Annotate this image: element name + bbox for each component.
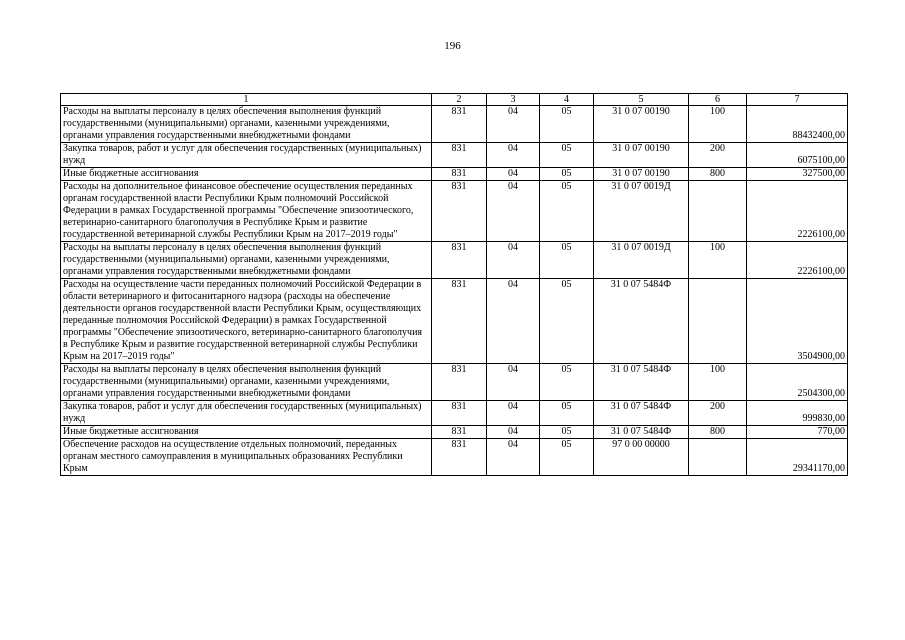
row-amount: 2226100,00 [747,242,848,279]
row-code-4: 05 [540,364,594,401]
row-code-3: 04 [487,168,540,181]
table-row [61,143,848,168]
row-expense-type: 800 [689,426,747,439]
row-code-3: 04 [487,426,540,439]
row-amount: 2226100,00 [747,181,848,242]
table-row [61,106,848,143]
row-description: Иные бюджетные ассигнования [61,426,432,439]
table-row [61,242,848,279]
row-code-4: 05 [540,143,594,168]
table-row [61,364,848,401]
row-target-article: 31 0 07 5484Ф [594,426,689,439]
row-description: Расходы на выплаты персоналу в целях обеспечения выполнения функций государственными (муниципальными) органами, казенными учреждениями, органами управления государственными внебюджетными фондами [61,106,432,143]
page-number: 196 [444,40,461,52]
row-code-2: 831 [432,401,487,426]
row-code-4: 05 [540,439,594,476]
row-description: Обеспечение расходов на осуществление отдельных полномочий, переданных органам местного самоуправления в муниципальных образованиях Республики Крым [61,439,432,476]
row-code-2: 831 [432,168,487,181]
row-description: Расходы на дополнительное финансовое обеспечение осуществления переданных органам государственной власти Республики Крым полномочий Российской Федерации в рамках Государственной программы "Обеспечение эпизоотического, ветеринарно-санитарного благополучия в Республике Крым и развитие государственной ветеринарной службы Республики Крым на 2017–2019 годы" [61,181,432,242]
row-expense-type [689,439,747,476]
table-row [61,181,848,242]
row-code-3: 04 [487,181,540,242]
row-code-3: 04 [487,242,540,279]
row-amount: 327500,00 [747,168,848,181]
row-expense-type [689,181,747,242]
row-code-4: 05 [540,401,594,426]
row-target-article: 31 0 07 5484Ф [594,364,689,401]
table-row [61,279,848,364]
budget-table [60,93,848,476]
row-code-2: 831 [432,279,487,364]
header-cell: 1 [61,94,432,106]
row-amount: 88432400,00 [747,106,848,143]
row-target-article: 97 0 00 00000 [594,439,689,476]
header-cell: 4 [540,94,594,106]
row-expense-type: 800 [689,168,747,181]
row-amount: 2504300,00 [747,364,848,401]
row-code-4: 05 [540,279,594,364]
row-code-3: 04 [487,143,540,168]
header-cell: 5 [594,94,689,106]
row-target-article: 31 0 07 5484Ф [594,279,689,364]
row-code-4: 05 [540,106,594,143]
row-description: Иные бюджетные ассигнования [61,168,432,181]
row-amount: 29341170,00 [747,439,848,476]
row-code-4: 05 [540,426,594,439]
row-code-4: 05 [540,242,594,279]
row-code-2: 831 [432,242,487,279]
row-code-4: 05 [540,181,594,242]
row-amount: 3504900,00 [747,279,848,364]
row-code-3: 04 [487,439,540,476]
table-header-row [61,94,848,106]
table-row [61,401,848,426]
table-row [61,168,848,181]
row-target-article: 31 0 07 00190 [594,106,689,143]
row-expense-type: 200 [689,401,747,426]
budget-table-body [61,94,848,476]
row-target-article: 31 0 07 00190 [594,168,689,181]
row-code-2: 831 [432,439,487,476]
row-code-3: 04 [487,106,540,143]
row-amount: 999830,00 [747,401,848,426]
row-code-2: 831 [432,364,487,401]
row-code-3: 04 [487,279,540,364]
row-target-article: 31 0 07 0019Д [594,181,689,242]
row-code-2: 831 [432,426,487,439]
row-expense-type: 200 [689,143,747,168]
row-expense-type: 100 [689,106,747,143]
row-target-article: 31 0 07 0019Д [594,242,689,279]
row-expense-type [689,279,747,364]
header-cell: 3 [487,94,540,106]
row-amount: 770,00 [747,426,848,439]
row-description: Расходы на осуществление части переданных полномочий Российской Федерации в области ветеринарного и фитосанитарного надзора (расходы на обеспечение деятельности органов государственной власти Республики Крым, осуществляющих переданные полномочия Российской Федерации) в рамках Государственной программы "Обеспечение эпизоотического, ветеринарно-санитарного благополучия в Республике Крым и развитие государственной ветеринарной службы Республики Крым на 2017–2019 годы" [61,279,432,364]
table-row [61,426,848,439]
table-row [61,439,848,476]
row-description: Расходы на выплаты персоналу в целях обеспечения выполнения функций государственными (муниципальными) органами, казенными учреждениями, органами управления государственными внебюджетными фондами [61,242,432,279]
row-code-2: 831 [432,181,487,242]
row-description: Расходы на выплаты персоналу в целях обеспечения выполнения функций государственными (муниципальными) органами, казенными учреждениями, органами управления государственными внебюджетными фондами [61,364,432,401]
row-expense-type: 100 [689,242,747,279]
row-code-3: 04 [487,401,540,426]
header-cell: 2 [432,94,487,106]
row-code-2: 831 [432,106,487,143]
header-cell: 7 [747,94,848,106]
row-amount: 6075100,00 [747,143,848,168]
header-cell: 6 [689,94,747,106]
row-expense-type: 100 [689,364,747,401]
row-code-3: 04 [487,364,540,401]
row-target-article: 31 0 07 00190 [594,143,689,168]
row-code-2: 831 [432,143,487,168]
row-target-article: 31 0 07 5484Ф [594,401,689,426]
row-description: Закупка товаров, работ и услуг для обеспечения государственных (муниципальных) нужд [61,401,432,426]
row-description: Закупка товаров, работ и услуг для обеспечения государственных (муниципальных) нужд [61,143,432,168]
row-code-4: 05 [540,168,594,181]
